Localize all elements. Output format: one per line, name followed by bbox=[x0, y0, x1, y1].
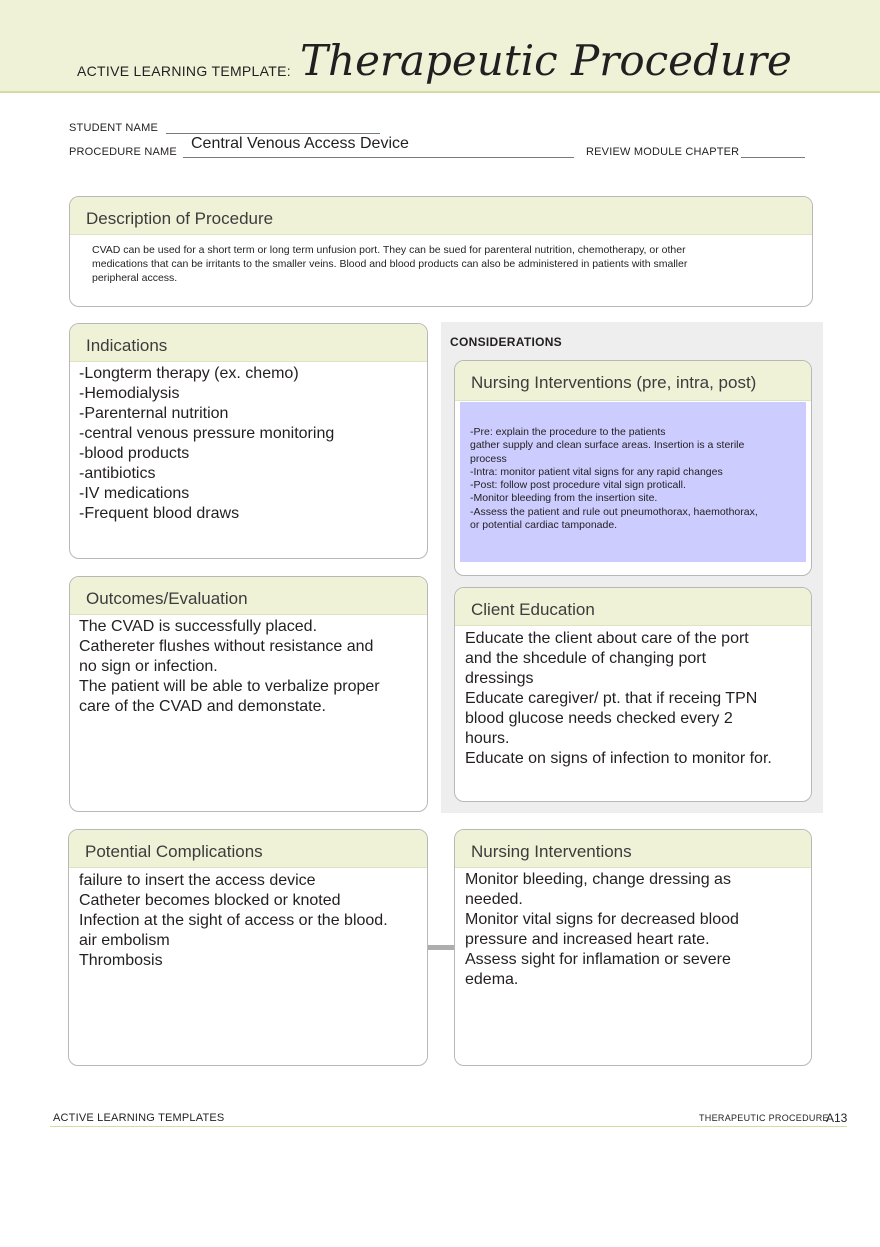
list-item: dressings bbox=[465, 670, 534, 687]
list-item: The CVAD is successfully placed. bbox=[79, 618, 318, 635]
client-education-box bbox=[454, 587, 812, 802]
list-item: Assess sight for inflamation or severe bbox=[465, 951, 731, 968]
description-line: CVAD can be used for a short term or long term unfusion port. They can be sued for parenteral nutrition, chemotherapy, or other bbox=[92, 244, 686, 256]
list-item: air embolism bbox=[79, 932, 170, 949]
list-item: Infection at the sight of access or the blood. bbox=[79, 912, 388, 929]
list-item: pressure and increased heart rate. bbox=[465, 931, 710, 948]
outcomes-box bbox=[69, 576, 428, 812]
list-item: Catheter becomes blocked or knoted bbox=[79, 892, 341, 909]
list-item: Thrombosis bbox=[79, 952, 163, 969]
review-module-label: REVIEW MODULE CHAPTER bbox=[586, 146, 740, 158]
indications-box bbox=[69, 323, 428, 559]
list-item: failure to insert the access device bbox=[79, 872, 316, 889]
list-item: -Post: follow post procedure vital sign proticall. bbox=[470, 479, 686, 492]
footer-divider bbox=[50, 1126, 847, 1127]
procedure-name-field[interactable] bbox=[183, 157, 574, 158]
footer-right-label: THERAPEUTIC PROCEDURE bbox=[699, 1113, 829, 1123]
list-item: -Hemodialysis bbox=[79, 385, 180, 402]
description-text bbox=[70, 235, 812, 285]
list-item: edema. bbox=[465, 971, 519, 988]
list-item: hours. bbox=[465, 730, 510, 747]
nursing-interventions-pip-title: Nursing Interventions (pre, intra, post) bbox=[455, 361, 811, 401]
page-number: A13 bbox=[826, 1111, 848, 1125]
list-item: -Frequent blood draws bbox=[79, 505, 240, 522]
outcomes-text bbox=[70, 615, 427, 717]
nursing-interventions-pip-text bbox=[460, 402, 806, 532]
description-title: Description of Procedure bbox=[70, 197, 812, 235]
list-item: process bbox=[470, 452, 507, 465]
list-item: no sign or infection. bbox=[79, 658, 218, 675]
list-item: The patient will be able to verbalize proper bbox=[79, 678, 380, 695]
review-module-field[interactable] bbox=[741, 157, 805, 158]
procedure-name-label: PROCEDURE NAME bbox=[69, 146, 177, 158]
list-item: Educate on signs of infection to monitor for. bbox=[465, 750, 772, 767]
list-item: needed. bbox=[465, 891, 523, 908]
list-item: blood glucose needs checked every 2 bbox=[465, 710, 733, 727]
list-item: or potential cardiac tamponade. bbox=[470, 519, 618, 532]
nursing-interventions-pip-highlight bbox=[460, 402, 806, 562]
indications-title: Indications bbox=[70, 324, 427, 362]
list-item: -Pre: explain the procedure to the patients bbox=[470, 426, 666, 438]
description-line: peripheral access. bbox=[92, 272, 178, 284]
client-education-title: Client Education bbox=[455, 588, 811, 626]
list-item: -antibiotics bbox=[79, 465, 156, 482]
list-item: gather supply and clean surface areas. Insertion is a sterile bbox=[470, 439, 745, 452]
outcomes-title: Outcomes/Evaluation bbox=[70, 577, 427, 615]
student-name-field[interactable] bbox=[166, 133, 380, 134]
procedure-name-value: Central Venous Access Device bbox=[191, 135, 409, 152]
nursing-interventions-title: Nursing Interventions bbox=[455, 830, 811, 868]
list-item: -IV medications bbox=[79, 485, 190, 502]
student-name-label: STUDENT NAME bbox=[69, 122, 158, 134]
list-item: -Assess the patient and rule out pneumothorax, haemothorax, bbox=[470, 505, 758, 518]
header-divider bbox=[0, 91, 880, 93]
considerations-label: CONSIDERATIONS bbox=[450, 335, 562, 349]
page-title: Therapeutic Procedure bbox=[300, 36, 792, 85]
description-box bbox=[69, 196, 813, 307]
list-item: -blood products bbox=[79, 445, 190, 462]
list-item: -Monitor bleeding from the insertion site. bbox=[470, 492, 658, 505]
description-line: medications that can be irritants to the smaller veins. Blood and blood products can also be administered in patients with smaller bbox=[92, 258, 688, 270]
list-item: -Longterm therapy (ex. chemo) bbox=[79, 365, 299, 382]
connector-bar bbox=[428, 945, 454, 950]
list-item: -Intra: monitor patient vital signs for any rapid changes bbox=[470, 465, 723, 478]
list-item: Educate the client about care of the port bbox=[465, 630, 749, 647]
list-item: care of the CVAD and demonstate. bbox=[79, 698, 326, 715]
list-item: Educate caregiver/ pt. that if receing TPN bbox=[465, 690, 758, 707]
nursing-interventions-text bbox=[455, 868, 811, 990]
footer-left-label: ACTIVE LEARNING TEMPLATES bbox=[53, 1112, 225, 1124]
complications-text bbox=[69, 868, 427, 971]
list-item: Monitor vital signs for decreased blood bbox=[465, 911, 739, 928]
template-label: ACTIVE LEARNING TEMPLATE: bbox=[77, 63, 291, 79]
list-item: -Parenternal nutrition bbox=[79, 405, 229, 422]
complications-box bbox=[68, 829, 428, 1066]
indications-list bbox=[70, 362, 427, 524]
client-education-text bbox=[455, 626, 811, 769]
list-item: Monitor bleeding, change dressing as bbox=[465, 871, 731, 888]
list-item: and the shcedule of changing port bbox=[465, 650, 707, 667]
list-item: Cathereter flushes without resistance and bbox=[79, 638, 374, 655]
nursing-interventions-box bbox=[454, 829, 812, 1066]
complications-title: Potential Complications bbox=[69, 830, 427, 868]
list-item: -central venous pressure monitoring bbox=[79, 425, 335, 442]
